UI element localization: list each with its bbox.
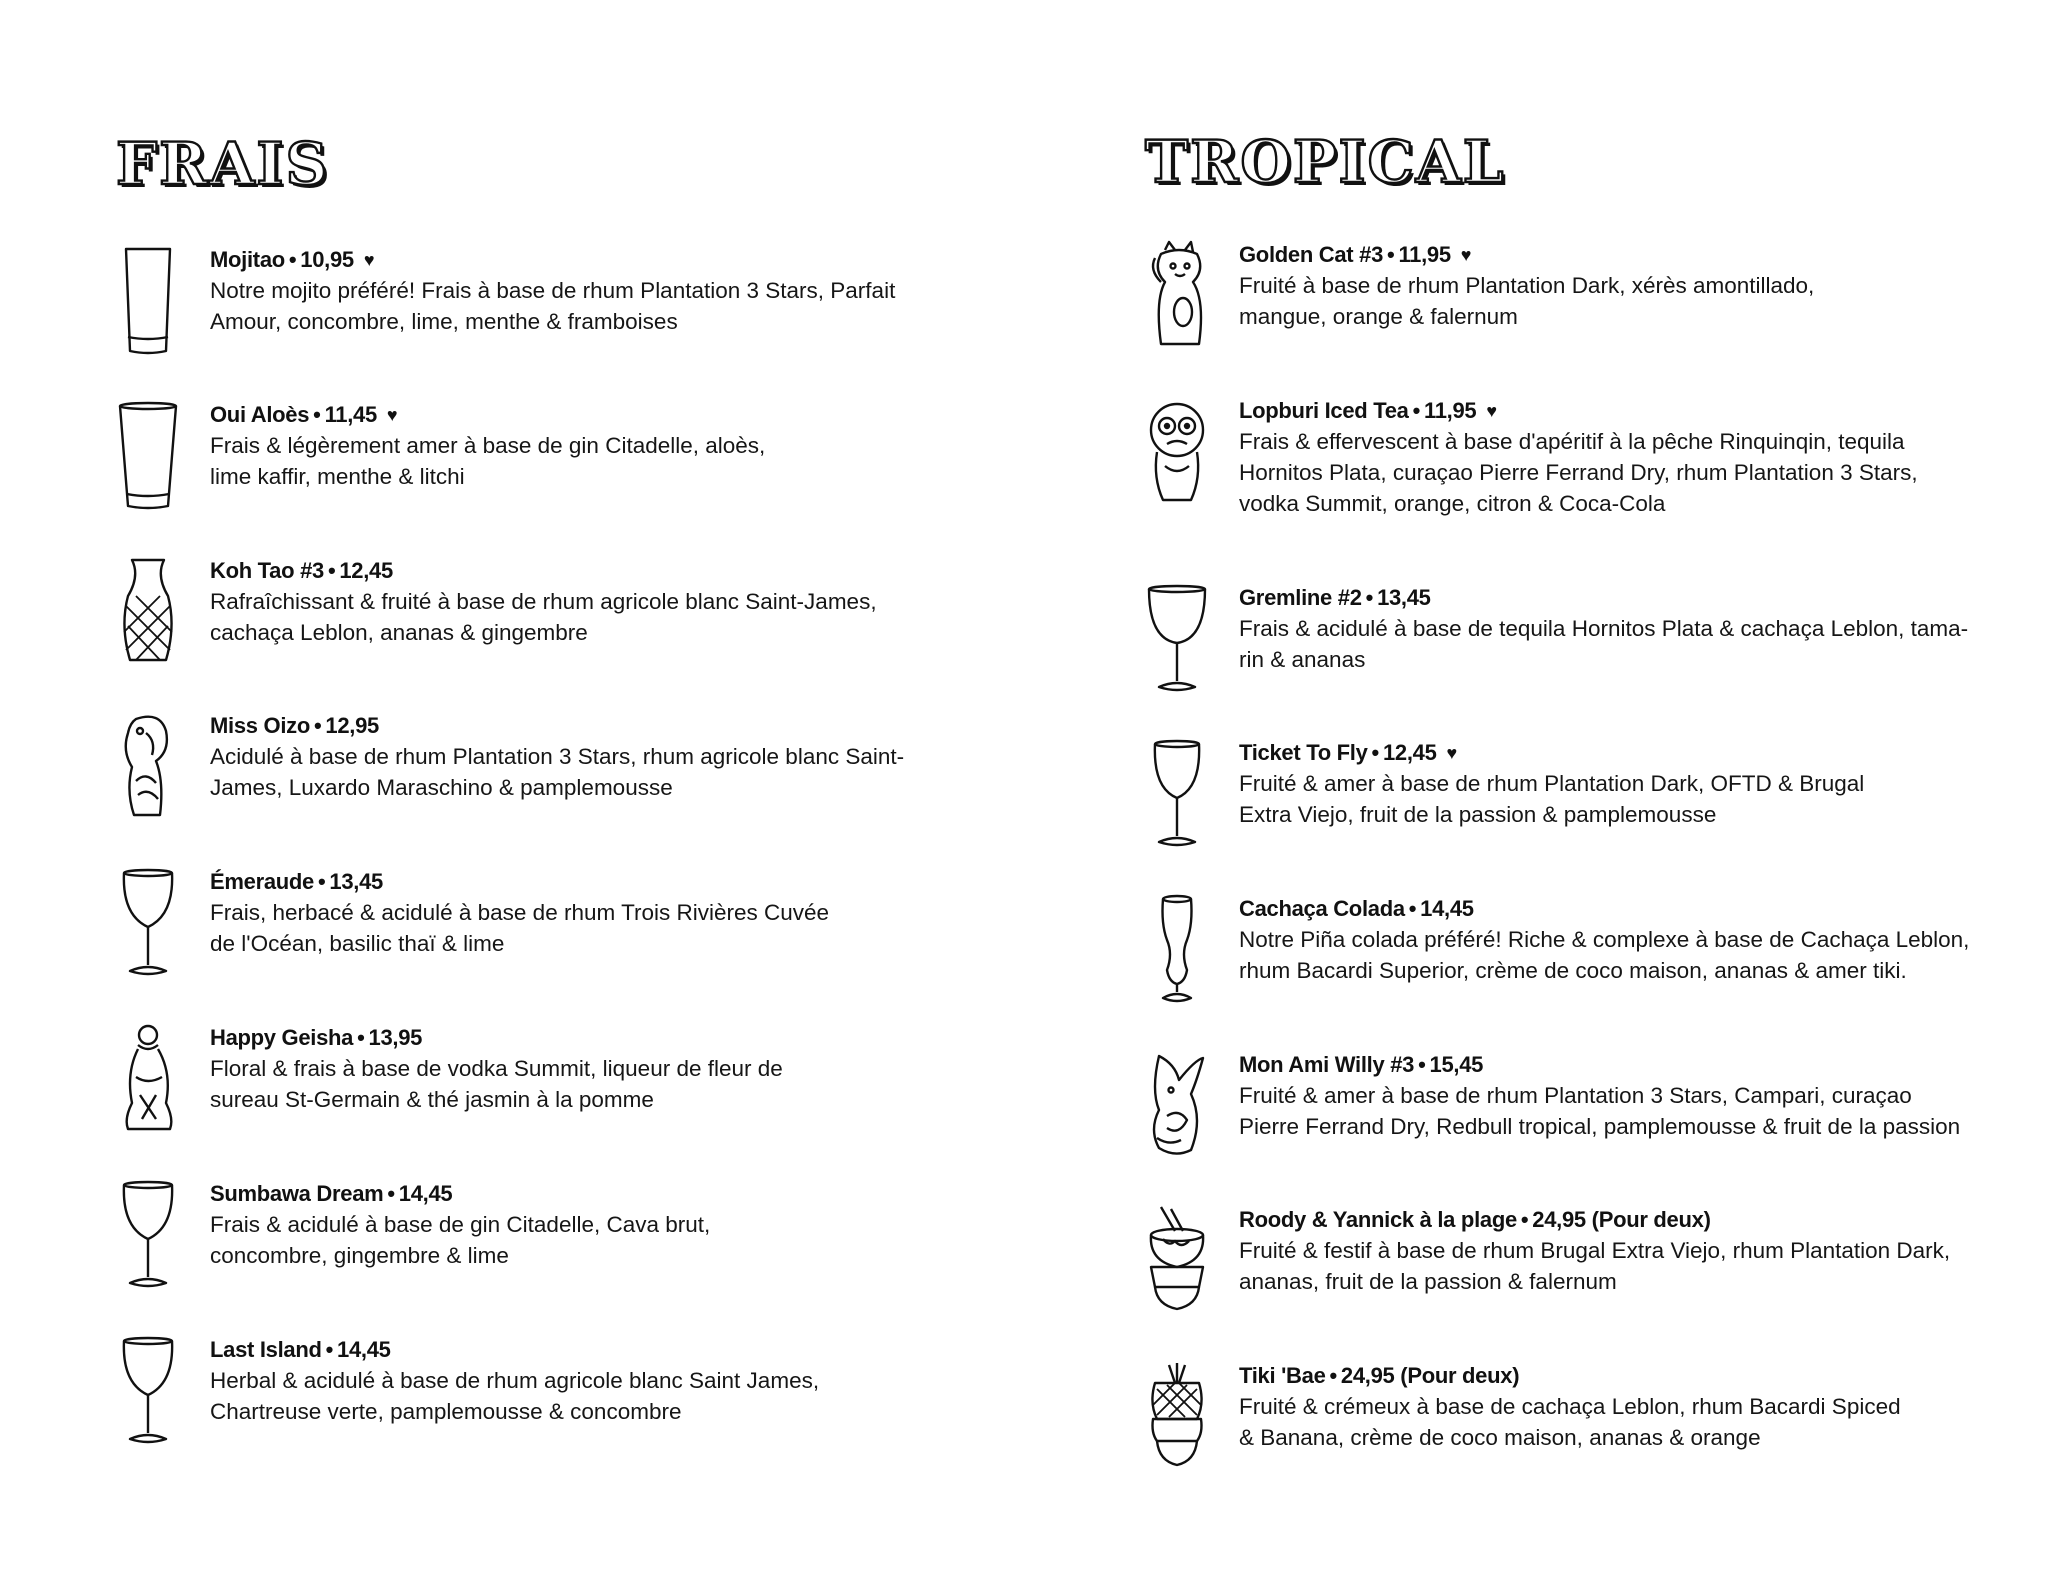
item-name: Koh Tao #3 xyxy=(210,558,324,583)
item-description: Rafraîchissant & fruité à base de rhum agricole blanc Saint-James, cachaça Leblon, ananas & gingembre xyxy=(210,589,877,645)
menu-item: Mojitao • 10,95 ♥ Notre mojito préféré! Frais à base de rhum Plantation 3 Stars, Parfait Amour, concombre, lime, menthe & framboises xyxy=(116,245,956,365)
wine-glass-icon xyxy=(116,1179,180,1291)
item-description: Fruité & festif à base de rhum Brugal Extra Viejo, rhum Plantation Dark, ananas, fruit de la passion & falernum xyxy=(1239,1238,1951,1294)
item-name: Golden Cat #3 xyxy=(1239,242,1384,267)
pineapple-bowl-icon xyxy=(1145,1361,1209,1473)
menu-item: Cachaça Colada • 14,45 Notre Piña colada préféré! Riche & complexe à base de Cachaça Leblon, rhum Bacardi Superior, crème de coco maison, ananas & amer tiki. xyxy=(1145,894,2005,1014)
item-description: Acidulé à base de rhum Plantation 3 Stars, rhum agricole blanc Saint- James, Luxardo Maraschino & pamplemousse xyxy=(210,744,905,800)
wine-glass-icon xyxy=(1145,738,1209,850)
item-name: Oui Aloès xyxy=(210,402,310,427)
item-description: Notre Piña colada préféré! Riche & complexe à base de Cachaça Leblon, rhum Bacardi Superior, crème de coco maison, ananas & amer tiki. xyxy=(1239,927,1970,983)
item-name: Miss Oizo xyxy=(210,713,310,738)
item-description: Notre mojito préféré! Frais à base de rhum Plantation 3 Stars, Parfait Amour, concombre, lime, menthe & framboises xyxy=(210,278,896,334)
item-price: 24,95 xyxy=(1532,1207,1586,1232)
menu-item: Émeraude • 13,45 Frais, herbacé & acidulé à base de rhum Trois Rivières Cuvée de l'Océan, basilic thaï & lime xyxy=(116,867,956,987)
tropical-title: TROPICAL xyxy=(1145,128,1506,196)
serves-two-note: (Pour deux) xyxy=(1400,1363,1520,1388)
item-price: 12,95 xyxy=(325,713,379,738)
item-price: 13,45 xyxy=(329,869,383,894)
menu-item: Golden Cat #3 • 11,95 ♥ Fruité à base de rhum Plantation Dark, xérès amontillado, mangue, orange & falernum xyxy=(1145,240,2005,360)
item-name: Tiki 'Bae xyxy=(1239,1363,1326,1388)
item-description: Frais & acidulé à base de tequila Hornitos Plata & cachaça Leblon, tama- rin & ananas xyxy=(1239,616,1969,672)
wine-glass-icon xyxy=(116,1335,180,1447)
item-name: Ticket To Fly xyxy=(1239,740,1368,765)
item-description: Fruité & crémeux à base de cachaça Leblon, rhum Bacardi Spiced & Banana, crème de coco maison, ananas & orange xyxy=(1239,1394,1901,1450)
menu-item: Oui Aloès • 11,45 ♥ Frais & légèrement amer à base de gin Citadelle, aloès, lime kaffir, menthe & litchi xyxy=(116,400,956,520)
highball-glass-icon xyxy=(116,245,180,357)
menu-item: Miss Oizo • 12,95 Acidulé à base de rhum Plantation 3 Stars, rhum agricole blanc Saint- James, Luxardo Maraschino & pamplemousse xyxy=(116,711,956,831)
item-description: Fruité & amer à base de rhum Plantation Dark, OFTD & Brugal Extra Viejo, fruit de la passion & pamplemousse xyxy=(1239,771,1865,827)
item-name: Mojitao xyxy=(210,247,285,272)
menu-item: Lopburi Iced Tea • 11,95 ♥ Frais & effervescent à base d'apéritif à la pêche Rinquinqin, tequila Hornitos Plata, curaçao Pierre Ferrand Dry, rhum Plantation 3 Stars, vodka Summit, orange, citron & Coca-Cola xyxy=(1145,396,2005,516)
item-description: Herbal & acidulé à base de rhum agricole blanc Saint James, Chartreuse verte, pamplemousse & concombre xyxy=(210,1368,820,1424)
item-description: Fruité & amer à base de rhum Plantation 3 Stars, Campari, curaçao Pierre Ferrand Dry, Redbull tropical, pamplemousse & fruit de la passion xyxy=(1239,1083,1961,1139)
menu-item: Happy Geisha • 13,95 Floral & frais à base de vodka Summit, liqueur de fleur de sureau St-Germain & thé jasmin à la pomme xyxy=(116,1023,956,1143)
item-price: 14,45 xyxy=(1420,896,1474,921)
item-price: 11,95 xyxy=(1398,242,1451,267)
item-price: 11,95 xyxy=(1424,398,1477,423)
item-price: 13,45 xyxy=(1377,585,1431,610)
item-name: Sumbawa Dream xyxy=(210,1181,384,1206)
goblet-glass-icon xyxy=(1145,583,1209,695)
item-price: 13,95 xyxy=(368,1025,423,1050)
hurricane-glass-icon xyxy=(1145,894,1209,1006)
item-name: Mon Ami Willy #3 xyxy=(1239,1052,1415,1077)
menu-item: Last Island • 14,45 Herbal & acidulé à base de rhum agricole blanc Saint James, Chartreuse verte, pamplemousse & concombre xyxy=(116,1335,956,1455)
pineapple-mug-icon xyxy=(116,556,180,668)
item-name: Émeraude xyxy=(210,869,314,894)
frais-title: FRAIS xyxy=(116,130,330,198)
item-price: 11,45 xyxy=(324,402,377,427)
serves-two-note: (Pour deux) xyxy=(1591,1207,1711,1232)
item-name: Cachaça Colada xyxy=(1239,896,1405,921)
item-name: Gremline #2 xyxy=(1239,585,1362,610)
wine-glass-icon xyxy=(116,867,180,979)
item-description: Floral & frais à base de vodka Summit, liqueur de fleur de sureau St-Germain & thé jasmin à la pomme xyxy=(210,1056,783,1112)
item-price: 15,45 xyxy=(1429,1052,1484,1077)
menu-item: Ticket To Fly • 12,45 ♥ Fruité & amer à base de rhum Plantation Dark, OFTD & Brugal Extra Viejo, fruit de la passion & pamplemousse xyxy=(1145,738,2005,858)
item-price: 24,95 xyxy=(1340,1363,1395,1388)
item-description: Frais & effervescent à base d'apéritif à la pêche Rinquinqin, tequila Hornitos Plata, curaçao Pierre Ferrand Dry, rhum Plantation 3 Stars, vodka Summit, orange, citron & Coca-Cola xyxy=(1239,429,1918,516)
item-description: Fruité à base de rhum Plantation Dark, xérès amontillado, mangue, orange & falernum xyxy=(1239,273,1815,329)
heart-icon: ♥ xyxy=(386,405,398,425)
heart-icon: ♥ xyxy=(363,250,375,270)
heart-icon: ♥ xyxy=(1446,743,1457,763)
menu-item: Gremline #2 • 13,45 Frais & acidulé à base de tequila Hornitos Plata & cachaça Leblon, tama- rin & ananas xyxy=(1145,583,2005,703)
parrot-mug-icon xyxy=(116,711,180,823)
item-price: 14,45 xyxy=(337,1337,391,1362)
item-price: 12,45 xyxy=(339,558,393,583)
geisha-mug-icon xyxy=(116,1023,180,1135)
tumbler-glass-icon xyxy=(116,400,180,512)
menu-item: Roody & Yannick à la plage • 24,95 (Pour deux) Fruité & festif à base de rhum Brugal Extra Viejo, rhum Plantation Dark, ananas, fruit de la passion & falernum xyxy=(1145,1205,2005,1325)
item-description: Frais & légèrement amer à base de gin Citadelle, aloès, lime kaffir, menthe & litchi xyxy=(210,433,766,489)
item-price: 14,45 xyxy=(398,1181,453,1206)
item-name: Last Island xyxy=(210,1337,322,1362)
menu-item: Sumbawa Dream • 14,45 Frais & acidulé à base de gin Citadelle, Cava brut, concombre, gingembre & lime xyxy=(116,1179,956,1299)
menu-item: Mon Ami Willy #3 • 15,45 Fruité & amer à base de rhum Plantation 3 Stars, Campari, curaçao Pierre Ferrand Dry, Redbull tropical, pamplemousse & fruit de la passion xyxy=(1145,1050,2005,1170)
menu-item: Tiki 'Bae • 24,95 (Pour deux) Fruité & crémeux à base de cachaça Leblon, rhum Bacardi Spiced & Banana, crème de coco maison, ananas & orange xyxy=(1145,1361,2005,1481)
item-name: Roody & Yannick à la plage xyxy=(1239,1207,1517,1232)
monkey-mug-icon xyxy=(1145,396,1209,508)
item-name: Lopburi Iced Tea xyxy=(1239,398,1409,423)
shark-mug-icon xyxy=(1145,1050,1209,1162)
item-price: 10,95 xyxy=(300,247,354,272)
coconut-bowl-icon xyxy=(1145,1205,1209,1317)
item-price: 12,45 xyxy=(1382,740,1437,765)
heart-icon: ♥ xyxy=(1460,245,1472,265)
lucky-cat-mug-icon xyxy=(1145,240,1209,352)
item-name: Happy Geisha xyxy=(210,1025,354,1050)
heart-icon: ♥ xyxy=(1486,401,1497,421)
item-description: Frais, herbacé & acidulé à base de rhum Trois Rivières Cuvée de l'Océan, basilic thaï & lime xyxy=(210,900,830,956)
menu-item: Koh Tao #3 • 12,45 Rafraîchissant & fruité à base de rhum agricole blanc Saint-James, cachaça Leblon, ananas & gingembre xyxy=(116,556,956,676)
item-description: Frais & acidulé à base de gin Citadelle, Cava brut, concombre, gingembre & lime xyxy=(210,1212,711,1268)
